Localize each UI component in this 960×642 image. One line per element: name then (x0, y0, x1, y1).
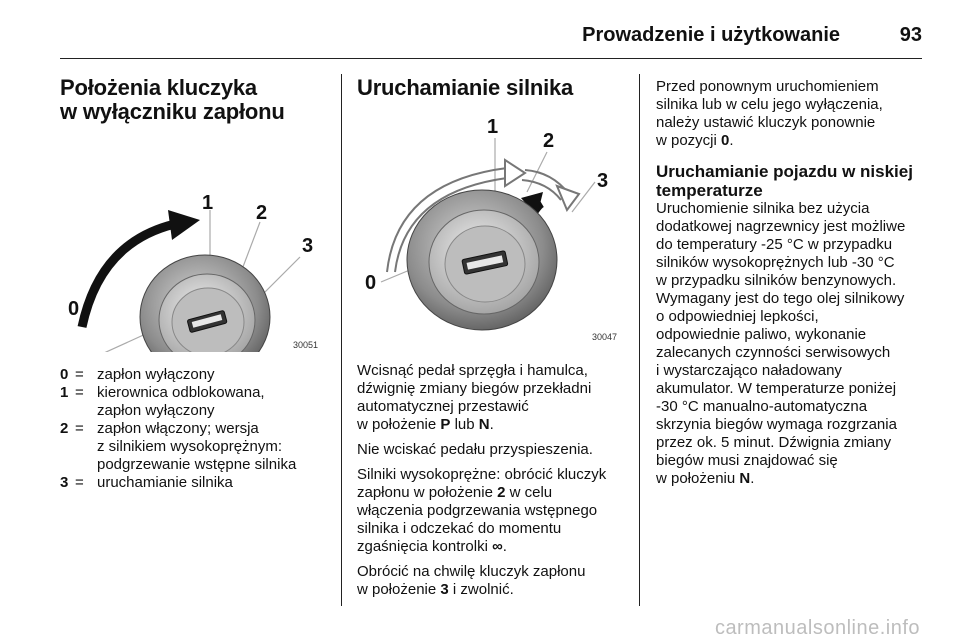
heading-line: Uruchamianie pojazdu w niskiej (656, 162, 913, 181)
figure-label-1: 1 (487, 116, 499, 138)
bold-fragment: P (440, 416, 451, 433)
text-line: dodatkowej nagrzewnicy jest możliwe (656, 218, 906, 235)
text-fragment: w położenie (357, 416, 441, 433)
legend-line: zapłon wyłączony (97, 366, 215, 383)
middle-column (357, 76, 629, 599)
legend-text (97, 366, 330, 384)
column-divider-2 (639, 74, 640, 606)
start-illustration (357, 112, 621, 344)
legend-line: podgrzewanie wstępne silnika (97, 456, 297, 473)
bold-fragment: 2 (497, 484, 506, 501)
figure-label-0: 0 (365, 272, 377, 294)
text-line: automatycznej przestawić (357, 398, 529, 415)
text-line: odpowiednie paliwo, wykonanie (656, 326, 867, 343)
text-fragment: w położenie (357, 581, 441, 598)
legend-number: 2 (60, 420, 69, 437)
middle-text (357, 362, 629, 599)
legend-line: zapłon wyłączony (97, 402, 215, 419)
legend-equals: = (75, 384, 84, 401)
section-heading-cold-start (656, 162, 926, 200)
legend-line: kierownica odblokowana, (97, 384, 265, 401)
heading-line: Położenia kluczyka (60, 75, 257, 100)
text-line: należy ustawić kluczyk ponownie (656, 114, 876, 131)
figure-label-2: 2 (543, 130, 555, 152)
text-line: włączenia podgrzewania wstępnego (357, 502, 598, 519)
legend-number: 3 (60, 474, 69, 491)
text-fragment: . (489, 416, 494, 433)
ignition-illustration (60, 132, 324, 352)
paragraph (656, 78, 926, 150)
left-column (60, 76, 330, 352)
bold-fragment: 3 (440, 581, 449, 598)
text-line: Obrócić na chwilę kluczyk zapłonu (357, 563, 586, 580)
text-line: dźwignię zmiany biegów przekładni (357, 380, 592, 397)
text-line: Wcisnąć pedał sprzęgła i hamulca, (357, 362, 588, 379)
column-divider-1 (341, 74, 342, 606)
legend-equals: = (75, 474, 84, 491)
legend-text (97, 384, 330, 420)
figure-label-3: 3 (597, 170, 609, 192)
text-fragment: w pozycji (656, 132, 722, 149)
figure-label-2: 2 (256, 202, 268, 224)
text-fragment: i zwolnić. (448, 581, 514, 598)
section-heading-starting-engine: Uruchamianie silnika (357, 75, 574, 100)
legend-item (60, 366, 330, 384)
figure-label-3: 3 (302, 235, 314, 257)
text-line: Przed ponownym uruchomieniem (656, 78, 879, 95)
legend-line: zapłon włączony; wersja (97, 420, 259, 437)
watermark: carmanualsonline.info (714, 617, 920, 639)
text-line: o odpowiedniej lepkości, (656, 308, 819, 325)
start-figure (357, 112, 621, 344)
text-line: -30 °C manualno-automatyczna (656, 398, 868, 415)
legend-item (60, 420, 330, 474)
text-line: zalecanych czynności serwisowych (656, 344, 891, 361)
text-line: akumulator. W temperaturze poniżej (656, 380, 897, 397)
bold-fragment: N (739, 470, 751, 487)
heading-line: w wyłączniku zapłonu (60, 99, 285, 124)
text-fragment: w położeniu (656, 470, 740, 487)
header-title: Prowadzenie i użytkowanie (582, 24, 840, 46)
legend-equals: = (75, 420, 84, 437)
text-line: silnika lub w celu jego wyłączenia, (656, 96, 883, 113)
text-line: silnika i odczekać do momentu (357, 520, 562, 537)
figure-number: 30047 (591, 332, 617, 342)
text-line: przez ok. 5 minut. Dźwignia zmiany (656, 434, 892, 451)
text-line: silników wysokoprężnych lub -30 °C (656, 254, 895, 271)
heading-line: temperaturze (656, 181, 763, 200)
legend-line: uruchamianie silnika (97, 474, 233, 491)
bold-fragment: N (478, 416, 490, 433)
text-fragment: . (729, 132, 734, 149)
figure-number: 30051 (292, 340, 318, 350)
page-number: 93 (899, 24, 922, 46)
text-line: do temperatury -25 °C w przypadku (656, 236, 893, 253)
key-position-legend (60, 366, 330, 492)
legend-line: z silnikiem wysokoprężnym: (97, 438, 283, 455)
text-fragment: lub (450, 416, 479, 433)
paragraph (357, 362, 629, 434)
legend-item (60, 384, 330, 420)
section-heading-key-positions (60, 76, 330, 124)
text-line: Uruchomienie silnika bez użycia (656, 200, 870, 217)
legend-equals: = (75, 366, 84, 383)
glow-plug-indicator-icon: ∞ (492, 538, 503, 555)
legend-text (97, 420, 330, 474)
text-line: biegów musi znajdować się (656, 452, 838, 469)
figure-label-1: 1 (202, 192, 214, 214)
text-line: skrzynia biegów wymaga rozgrzania (656, 416, 897, 433)
paragraph (357, 466, 629, 556)
legend-number: 0 (60, 366, 69, 383)
paragraph: Nie wciskać pedału przyspieszenia. (357, 441, 593, 458)
legend-item (60, 474, 330, 492)
text-fragment: . (750, 470, 755, 487)
text-fragment: w celu (505, 484, 553, 501)
text-fragment: . (502, 538, 507, 555)
text-line: Wymagany jest do tego olej silnikowy (656, 290, 905, 307)
text-line: w przypadku silników benzynowych. (656, 272, 897, 289)
right-column (656, 78, 926, 488)
text-line: i wystarczająco naładowany (656, 362, 842, 379)
paragraph (656, 200, 926, 488)
page-header (60, 14, 922, 59)
legend-text (97, 474, 330, 492)
text-line: Silniki wysokoprężne: obrócić kluczyk (357, 466, 607, 483)
legend-number: 1 (60, 384, 69, 401)
bold-fragment: 0 (721, 132, 730, 149)
text-fragment: zgaśnięcia kontrolki (357, 538, 493, 555)
text-fragment: zapłonu w położenie (357, 484, 498, 501)
ignition-figure (60, 132, 324, 352)
paragraph (357, 563, 629, 599)
figure-label-0: 0 (68, 298, 80, 320)
